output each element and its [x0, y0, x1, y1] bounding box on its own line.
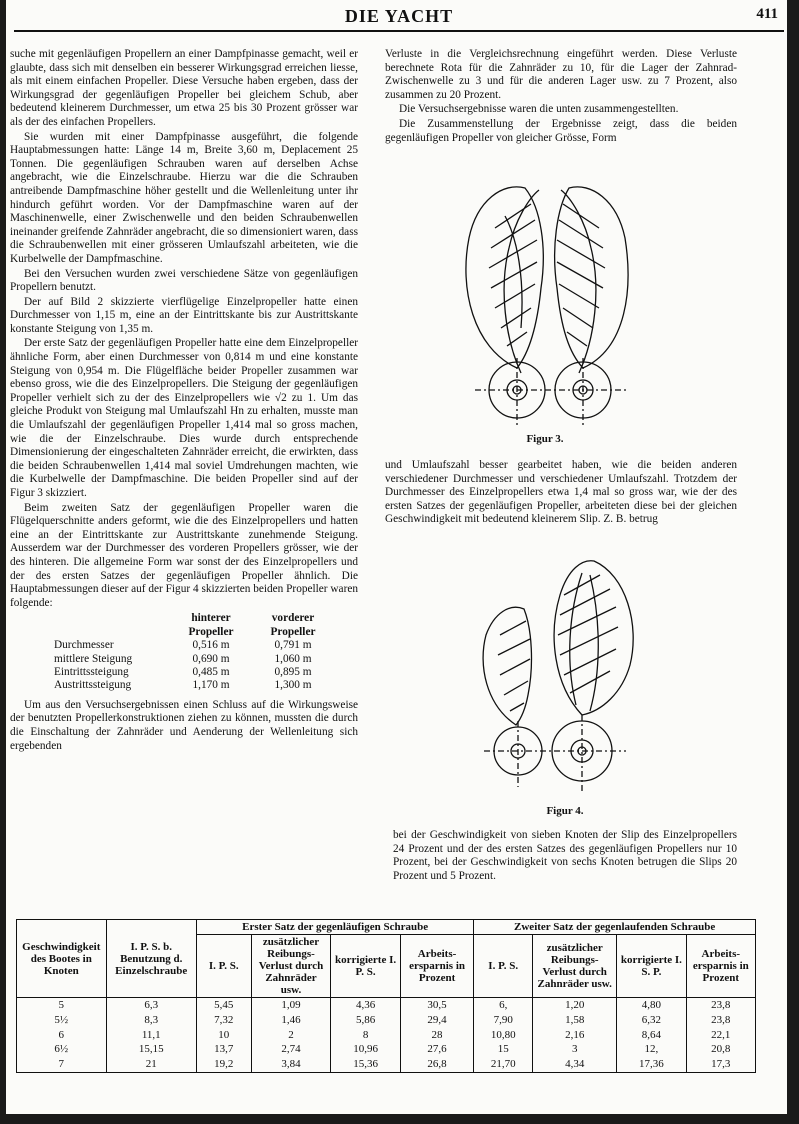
- header-savings: Arbeits-ersparnis in Prozent: [400, 935, 474, 998]
- table-cell: 17,3: [686, 1057, 755, 1072]
- paragraph: Der erste Satz der gegenläufigen Propeller hatte eine dem Einzelpropeller ähnliche Form, aber einen Durchmesser von 0,814 m und eine konstante Steigung von 0,954 m. Die Flügelfläche beider Propeller zusammen war ebenso gross, wie die des Einzelpropellers. Die Steigung der gegenläufigen Propeller verhielt sich zu der des Einzelpropellers wie √2 zu 1. Um das gleiche Produkt von Steigung mal Umlaufszahl Hn zu erhalten, musste man die Umlaufszahl der gegenläufigen Propeller 1,414 mal so gross machen, wie die der Einzelschraube. Dies wurde durch entsprechende Dimensionierung der eingeschalteten Zahnräder erreicht, die erwirkten, dass die beiden Schraubenwellen 1,414 mal soviel Umdrehungen machten, wie die Kurbelwelle der Dampfmaschine. Die beiden Propeller sind auf der Figur 3 skizziert.: [10, 337, 358, 499]
- table-cell: 27,6: [400, 1042, 474, 1057]
- table-cell: 6,3: [106, 998, 196, 1013]
- table-row: [17, 998, 756, 1013]
- dim-label: Durchmesser: [54, 639, 114, 652]
- table-cell: 5½: [17, 1013, 107, 1028]
- paragraph: Die Versuchsergebnisse waren die unten zusammengestellten.: [399, 103, 679, 116]
- table-cell: 1,58: [533, 1013, 617, 1028]
- header-corrected: korrigierte I. P. S.: [331, 935, 400, 998]
- figure-4-propeller-drawing: [470, 555, 650, 800]
- header-savings: Arbeits-ersparnis in Prozent: [686, 935, 755, 998]
- header-group-second: Zweiter Satz der gegenlaufenden Schraube: [474, 920, 756, 935]
- dim-front: 0,791 m: [274, 639, 312, 652]
- paragraph: Verluste in die Vergleichsrechnung eingeführt werden. Diese Verluste berechnete Rota für die Zahnräder zu 10, für die Lager der Zahnrad-Zwischenwelle zu 3 und für die anderen Lager usw. zu 7 Prozent, also zusammen zu 20 Prozent.: [385, 48, 737, 101]
- table-cell: 7,90: [474, 1013, 533, 1028]
- table-cell: 11,1: [106, 1028, 196, 1043]
- paragraph: suche mit gegenläufigen Propellern an einer Dampfpinasse gemacht, weil er glaubte, dass sich mit denselben ein besserer Wirkungsgrad erreichen liesse, als mit einem einfachen Propeller. Diese Versuche haben ergeben, dass der Wirkungsgrad der gegenläufigen Propeller bei gleichem Schub, aber bedeutend kleinerem Durchmesser, um etwa 25 bis 30 Prozent grösser war als der des einfachen Propellers.: [10, 48, 358, 128]
- table-cell: 5: [17, 998, 107, 1013]
- dimensions-table: [54, 612, 358, 692]
- table-cell: 17,36: [617, 1057, 686, 1072]
- table-cell: 30,5: [400, 998, 474, 1013]
- dim-front: 1,300 m: [274, 679, 312, 692]
- table-cell: 21,70: [474, 1057, 533, 1072]
- journal-title: DIE YACHT: [344, 6, 454, 26]
- right-column-end: [393, 829, 737, 884]
- table-cell: 19,2: [196, 1057, 251, 1072]
- table-row: [17, 1042, 756, 1057]
- table-row: [17, 1057, 756, 1072]
- dim-row: [54, 639, 334, 652]
- paragraph: Beim zweiten Satz der gegenläufigen Propeller waren die Flügelquerschnitte anders geformt, wie die des Einzelpropellers und hatten eine an der Eintrittskante zur Austrittskante zunehmende Steigung. Ausserdem war der Durchmesser des vorderen Propellers grösser, wie der des hinteren. Die allgemeine Form war sonst der des Einzelpropellers und der des ersten Satzes der gegenläufigen Propeller ähnlich. Die Hauptabmessungen dieser auf der Figur 4 skizzierten beiden Propeller waren folgende:: [10, 501, 358, 609]
- figure-3-shaft-axis: [475, 358, 627, 426]
- scan-border-bottom: [0, 1114, 799, 1124]
- header-rule: [14, 30, 784, 32]
- dim-rear: 0,485 m: [192, 665, 230, 678]
- table-cell: 13,7: [196, 1042, 251, 1057]
- table-cell: 4,34: [533, 1057, 617, 1072]
- table-cell: 5,86: [331, 1013, 400, 1028]
- dim-head-front: vorderer Propeller: [270, 612, 316, 638]
- table-cell: 6,32: [617, 1013, 686, 1028]
- dim-front: 0,895 m: [274, 665, 312, 678]
- table-cell: 2,74: [251, 1042, 331, 1057]
- table-cell: 5,45: [196, 998, 251, 1013]
- header-loss: zusätzlicher Reibungs-Verlust durch Zahnräder usw.: [251, 935, 331, 998]
- dim-rear: 0,690 m: [192, 652, 230, 665]
- dim-label: Austrittssteigung: [54, 679, 132, 692]
- table-cell: 6½: [17, 1042, 107, 1057]
- dim-front: 1,060 m: [274, 652, 312, 665]
- dim-head-rear: hinterer Propeller: [188, 612, 234, 638]
- table-cell: 10,96: [331, 1042, 400, 1057]
- table-cell: 26,8: [400, 1057, 474, 1072]
- dim-row: [54, 653, 334, 666]
- header-ips: I. P. S.: [196, 935, 251, 998]
- table-cell: 10,80: [474, 1028, 533, 1043]
- figure-3-right-propeller: [555, 187, 628, 418]
- paragraph: und Umlaufszahl besser gearbeitet haben, wie die beiden anderen verschiedener Durchmesser und verschiedener Umlaufszahl. Trotzdem der Durchmesser des Einzelpropellers etwa 1,4 mal so gross war, wie der des ersten Satzes der gegenläufigen Propeller, arbeiteten diese bei der gleichen Geschwindigkeit mit bedeutend kleinerem Slip. Z. B. betrug: [385, 459, 737, 526]
- figure-3-caption: Figur 3.: [526, 433, 564, 445]
- table-cell: 20,8: [686, 1042, 755, 1057]
- figure-3-propeller-drawing: [455, 168, 635, 433]
- scan-border-right: [787, 0, 799, 1124]
- table-cell: 8,64: [617, 1028, 686, 1043]
- dim-rear: 1,170 m: [192, 679, 230, 692]
- dim-row: [54, 666, 334, 679]
- left-column: [10, 48, 358, 754]
- table-cell: 15,15: [106, 1042, 196, 1057]
- paragraph: Bei den Versuchen wurden zwei verschiedene Sätze von gegenläufigen Propellern benutzt.: [10, 267, 358, 294]
- header-loss: zusätzlicher Reibungs-Verlust durch Zahnräder usw.: [533, 935, 617, 998]
- dim-label: mittlere Steigung: [54, 652, 133, 665]
- table-cell: 8,3: [106, 1013, 196, 1028]
- right-column: [385, 48, 737, 146]
- paragraph: Um aus den Versuchsergebnissen einen Schluss auf die Wirkungsweise der benutzten Propellerkonstruktionen ziehen zu können, mussten die durch die Einschaltung der Zahnräder und Aenderung der Wellenleitung sich ergebenden: [10, 698, 358, 752]
- table-cell: 22,1: [686, 1028, 755, 1043]
- page-number: 411: [756, 6, 778, 22]
- figure-4-right-propeller: [552, 561, 633, 781]
- table-cell: 4,36: [331, 998, 400, 1013]
- table-row: [17, 1028, 756, 1043]
- table-cell: 6,: [474, 998, 533, 1013]
- table-row: [17, 1013, 756, 1028]
- paragraph: Die Zusammenstellung der Ergebnisse zeigt, dass die beiden gegenläufigen Propeller von gleicher Grösse, Form: [385, 117, 737, 144]
- table-cell: 21: [106, 1057, 196, 1072]
- table-cell: 1,09: [251, 998, 331, 1013]
- right-column-middle: [385, 459, 737, 528]
- figure-4-shaft-axis: [484, 715, 626, 791]
- table-cell: 23,8: [686, 1013, 755, 1028]
- table-cell: 15: [474, 1042, 533, 1057]
- figure-3-left-propeller: [466, 187, 545, 418]
- scan-border-left: [0, 0, 6, 1124]
- results-table: [16, 919, 756, 1073]
- table-cell: 10: [196, 1028, 251, 1043]
- table-cell: 7,32: [196, 1013, 251, 1028]
- table-cell: 2,16: [533, 1028, 617, 1043]
- header-group-first: Erster Satz der gegenläufigen Schraube: [196, 920, 473, 935]
- table-cell: 1,20: [533, 998, 617, 1013]
- table-cell: 6: [17, 1028, 107, 1043]
- results-table-body: [17, 998, 756, 1073]
- table-cell: 3,84: [251, 1057, 331, 1072]
- paragraph: bei der Geschwindigkeit von sieben Knoten der Slip des Einzelpropellers 24 Prozent und der des ersten Satzes des gegenläufigen Propellers nur 10 Prozent, bei der Geschwindigkeit von sechs Knoten betrugen die Slips 20 Prozent und 5 Prozent.: [393, 829, 737, 882]
- table-cell: 15,36: [331, 1057, 400, 1072]
- table-cell: 7: [17, 1057, 107, 1072]
- table-cell: 4,80: [617, 998, 686, 1013]
- header-ips: I. P. S.: [474, 935, 533, 998]
- paragraph: Sie wurden mit einer Dampfpinasse ausgeführt, die folgende Hauptabmessungen hatte: Länge 14 m, Breite 3,60 m, Deplacement 25 Tonnen. Die gegenläufigen Schrauben waren auf derselben Achse angebracht, wie die Einzelschraube. Hierzu war die die Schrauben antreibende Dampfmaschine höher gestellt und die Wellenleitung unter ihr hindurch geführt worden. Vor der Dampfmaschine waren auf der Maschinenwelle, einer Zwischenwelle und den beiden Schraubenwellen ineinander greifende Zahnräder angebracht, die so dimensioniert waren, dass die Schraubenwellen mit einer grösseren Umlaufszahl arbeiteten, wie die Kurbelwelle der Dampfmaschine.: [10, 130, 358, 265]
- page-header: [14, 6, 784, 34]
- header-speed: Geschwindigkeit des Bootes in Knoten: [17, 920, 107, 998]
- header-ips-single: I. P. S. b. Benutzung d. Einzelschraube: [106, 920, 196, 998]
- figure-4-left-propeller: [483, 607, 542, 775]
- table-cell: 2: [251, 1028, 331, 1043]
- table-cell: 29,4: [400, 1013, 474, 1028]
- dim-row: [54, 679, 334, 692]
- figure-4-caption: Figur 4.: [546, 805, 584, 817]
- dim-label: Eintrittssteigung: [54, 665, 129, 678]
- table-cell: 23,8: [686, 998, 755, 1013]
- table-cell: 12,: [617, 1042, 686, 1057]
- header-corrected: korrigierte I. S. P.: [617, 935, 686, 998]
- paragraph: Der auf Bild 2 skizzierte vierflügelige Einzelpropeller hatte einen Durchmesser von 1,15 m, eine an der Eintrittskante bis zur Austrittskante konstante Steigung von 1,35 m.: [10, 295, 358, 335]
- dim-rear: 0,516 m: [192, 639, 230, 652]
- table-cell: 8: [331, 1028, 400, 1043]
- table-cell: 1,46: [251, 1013, 331, 1028]
- table-cell: 28: [400, 1028, 474, 1043]
- table-cell: 3: [533, 1042, 617, 1057]
